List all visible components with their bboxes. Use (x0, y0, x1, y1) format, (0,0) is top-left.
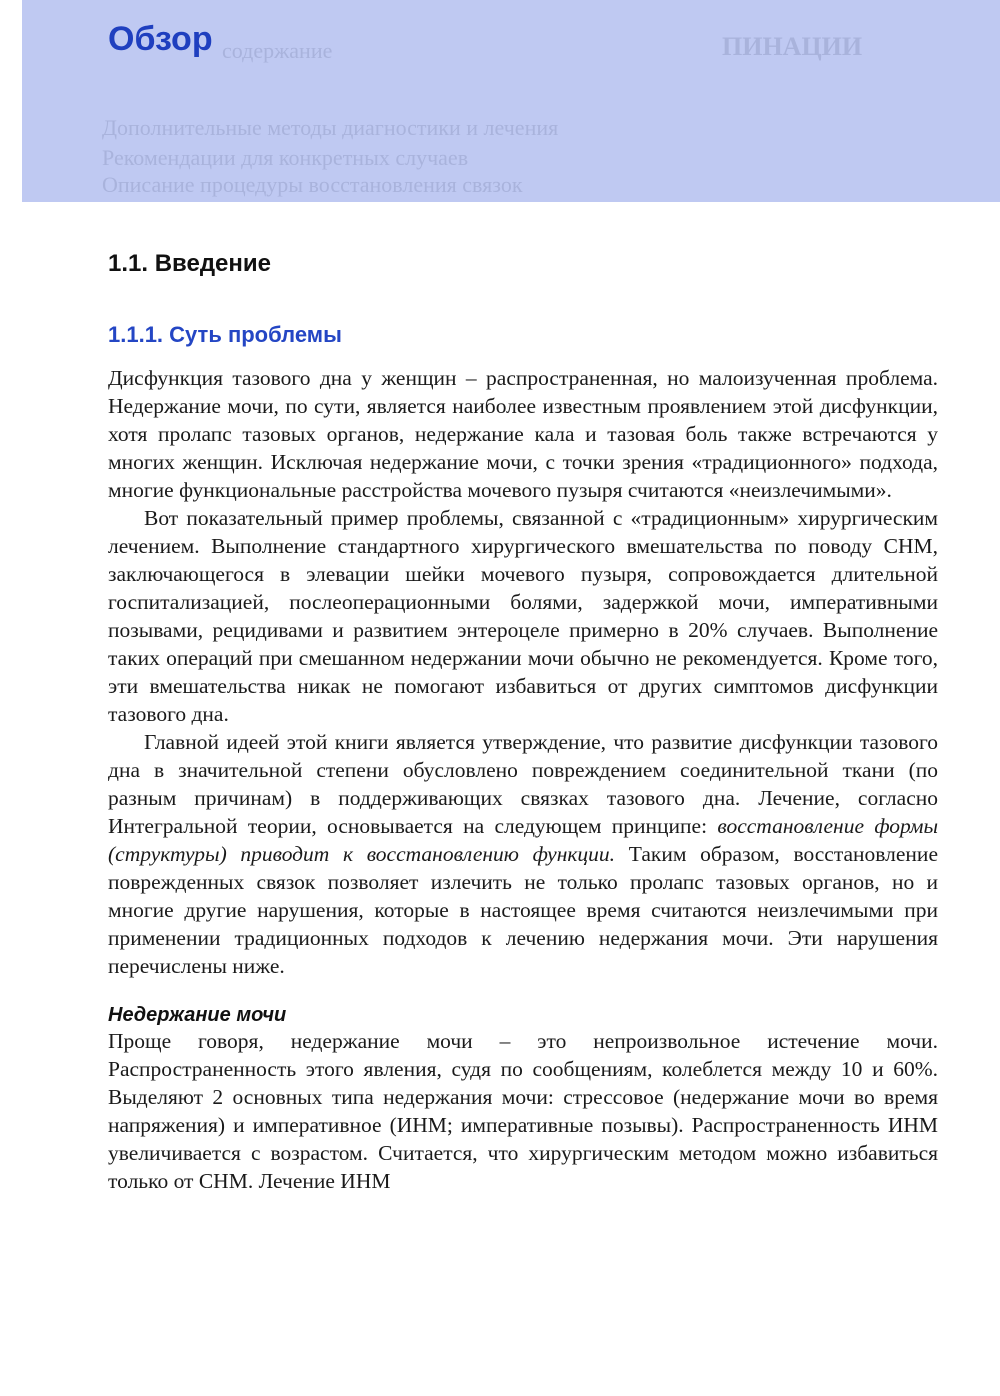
page-content (108, 250, 938, 1195)
paragraph-3-lead: Главной идеей этой книги является утверждение, что развитие дисфункции тазового дна в значительной степени обусловлено повреждением соединительной ткани (по разным причинам) в поддерживающих связках тазового дна. Лечение, согласно Интегральной теории, основывается на следующем принципе: (108, 730, 938, 838)
paragraph-3-tail: Таким образом, восстановление поврежденных связок позволяет излечить не только пролапс тазовых органов, но и многие другие нарушения, которые в настоящее время считаются неизлечимыми при применении традиционных подходов к лечению недержания мочи. Эти нарушения перечислены ниже. (108, 842, 938, 978)
key-principle: восстановление формы (структуры) приводит к восстановлению функции. (108, 814, 939, 866)
bleed-through-text: Описание процедуры восстановления связок (102, 172, 523, 197)
subsection-heading: 1.1.1. Суть проблемы (108, 322, 342, 347)
chapter-banner (22, 0, 1000, 202)
section-heading: 1.1. Введение (108, 250, 271, 277)
bleed-through-text: Рекомендации для конкретных случаев (102, 145, 469, 170)
incontinence-heading: Недержание мочи (108, 1004, 287, 1026)
incontinence-paragraph: Проще говоря, недержание мочи – это непроизвольное истечение мочи. Распространенность этого явления, судя по сообщениям, колеблется между 10 и 60%. Выделяют 2 основных типа недержания мочи: стрессовое (недержание мочи во время напряжения) и императивное (ИНМ; императивные позывы). Распространенность ИНМ увеличивается с возрастом. Считается, что хирургическим методом можно избавиться только от СНМ. Лечение ИНМ (108, 1029, 938, 1193)
bleed-through-text: содержание (222, 38, 333, 63)
paragraph-3 (108, 728, 938, 980)
bleed-through-text: Дополнительные методы диагностики и лечения (102, 115, 559, 140)
bleed-through-text: ПИНАЦИИ (722, 32, 863, 61)
paragraph-1: Дисфункция тазового дна у женщин – распространенная, но малоизученная проблема. Недержание мочи, по сути, является наиболее известным проявлением этой дисфункции, хотя пролапс тазовых органов, недержание кала и тазовая боль также встречаются у многих женщин. Исключая недержание мочи, с точки зрения «традиционного» подхода, многие функциональные расстройства мочевого пузыря считаются «неизлечимыми». (108, 366, 938, 502)
paragraph-2: Вот показательный пример проблемы, связанной с «традиционным» хирургическим лечением. Выполнение стандартного хирургического вмешательства по поводу СНМ, заключающегося в элевации шейки мочевого пузыря, сопровождается длительной госпитализацией, послеоперационными болями, задержкой мочи, императивными позывами, рецидивами и развитием энтероцеле примерно в 20% случаев. Выполнение таких операций при смешанном недержании мочи обычно не рекомендуется. Кроме того, эти вмешательства никак не помогают избавиться от других симптомов дисфункции тазового дна. (108, 506, 938, 726)
chapter-title: Обзор (108, 20, 213, 58)
